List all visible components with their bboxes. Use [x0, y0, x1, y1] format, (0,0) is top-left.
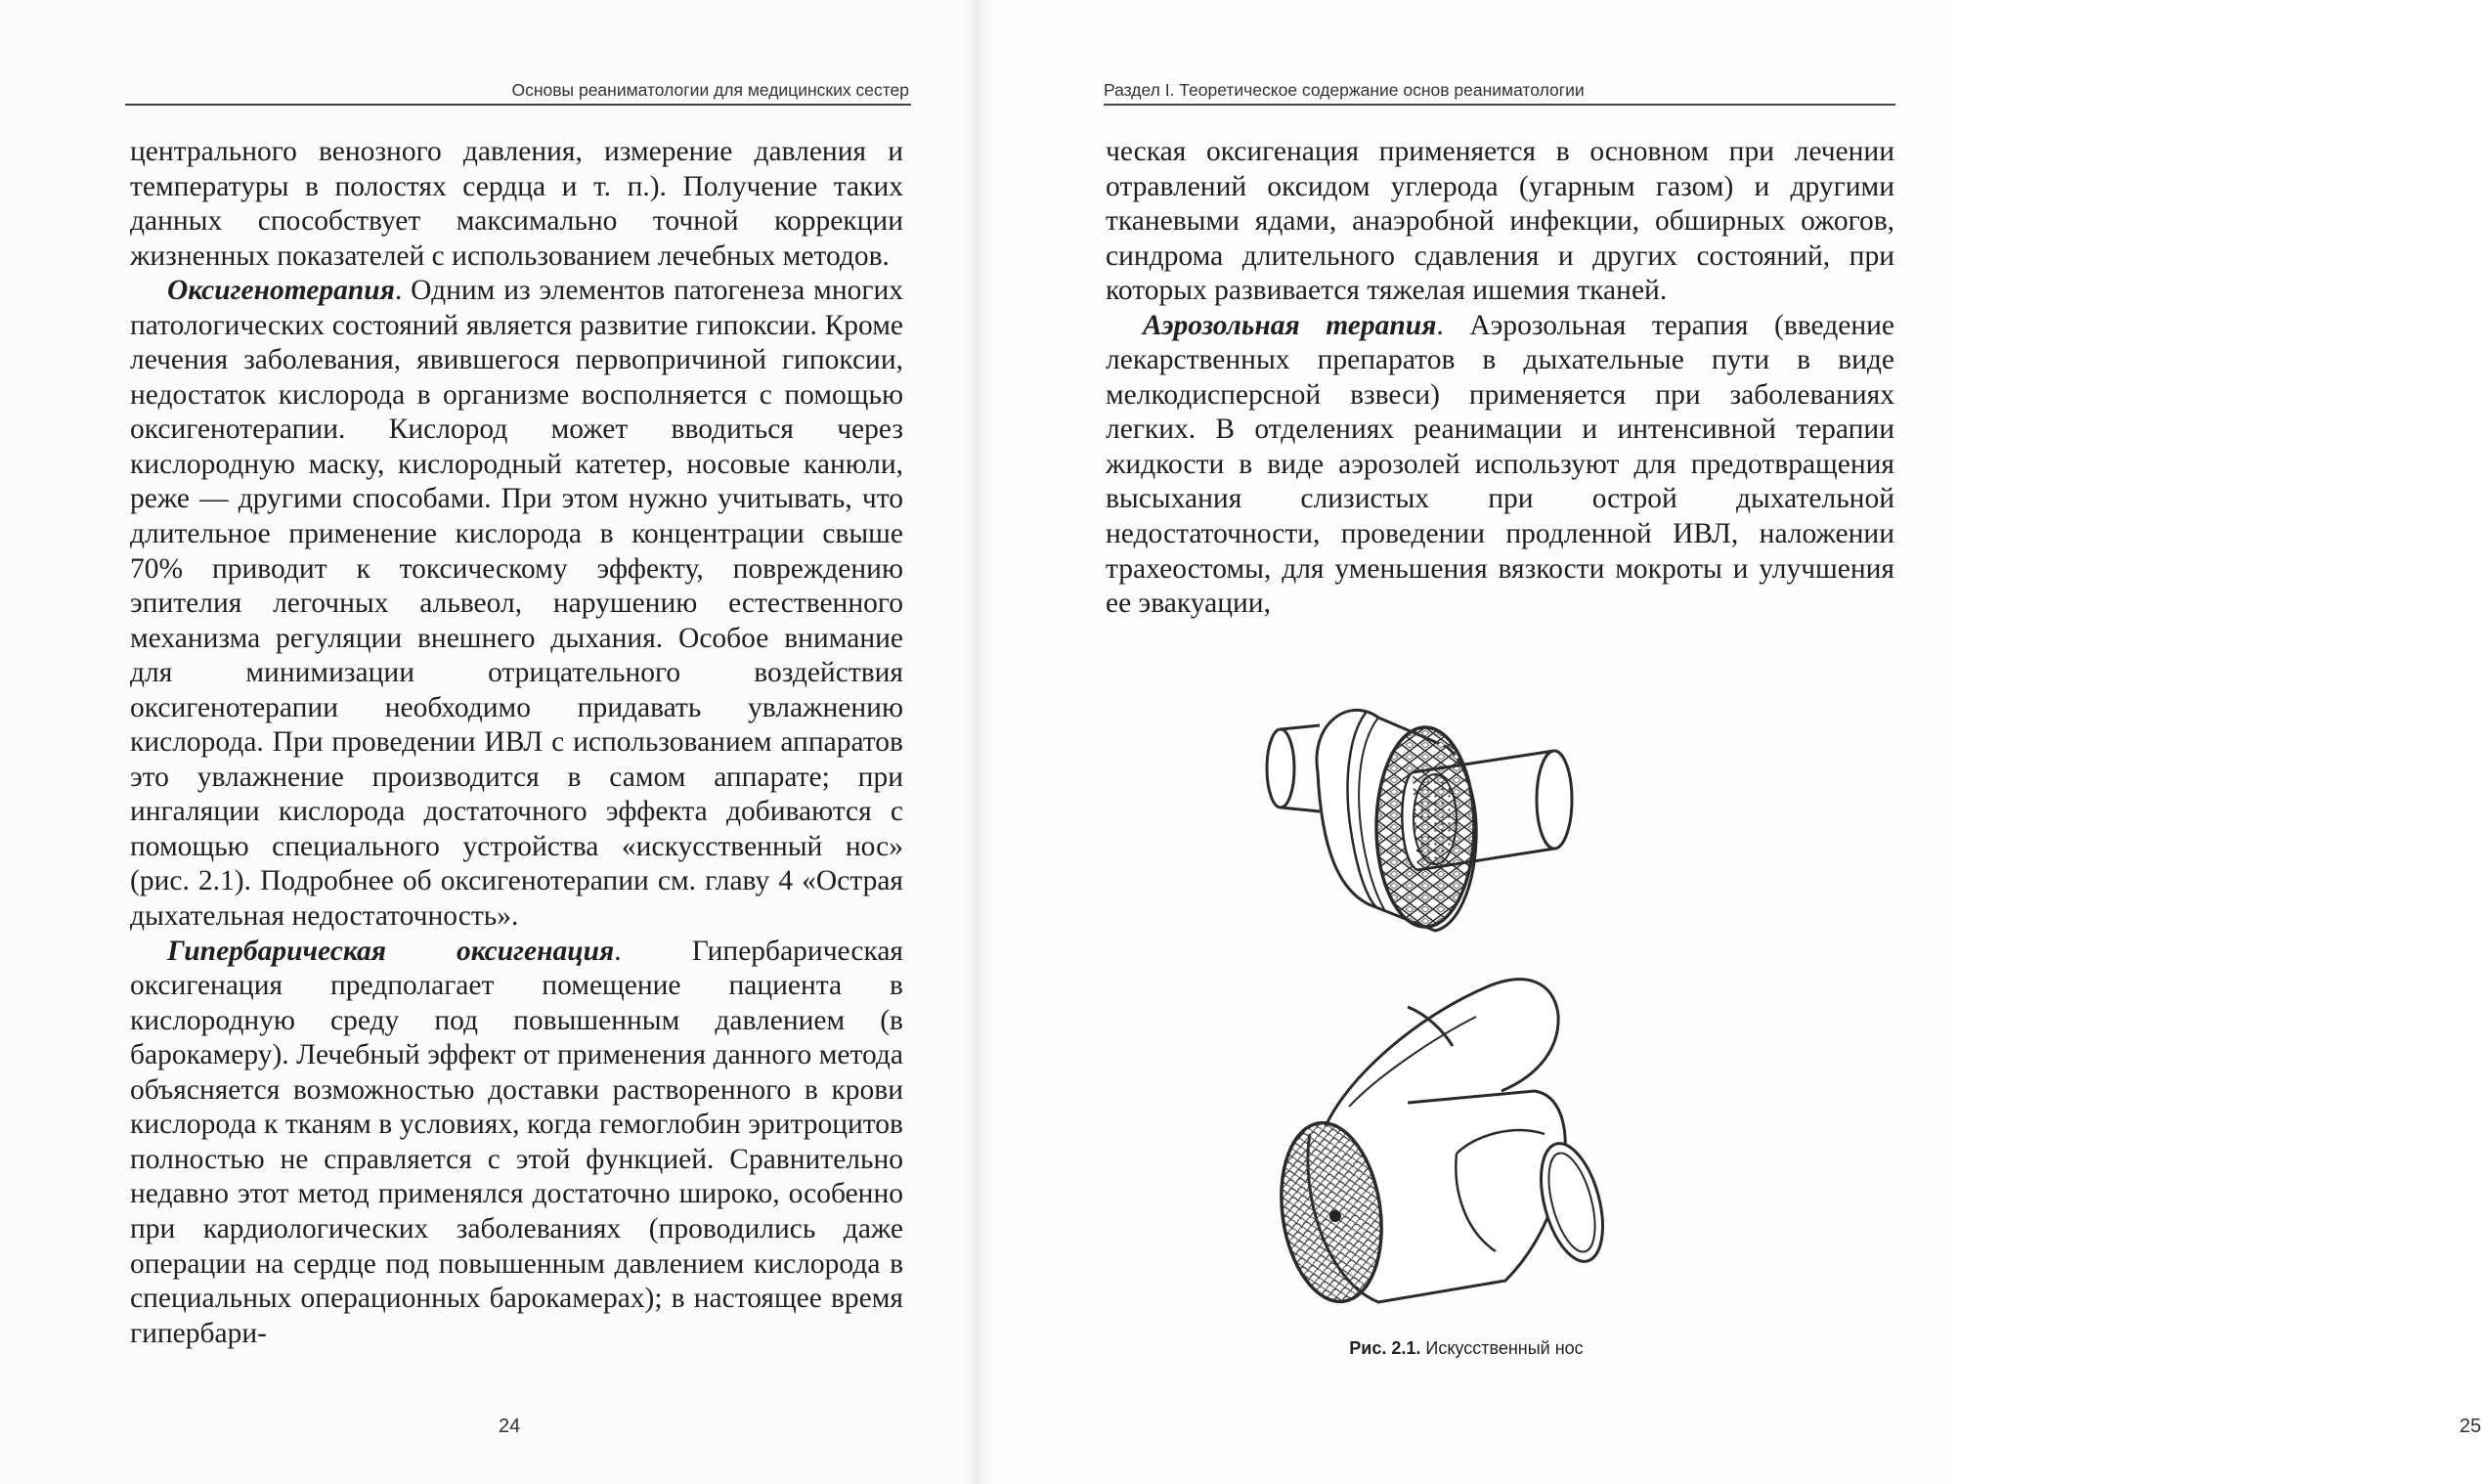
t-piece-drawing: [1271, 980, 1614, 1308]
page-number: 25: [2459, 1416, 2481, 1437]
paragraph: Аэрозольная терапия. Аэрозольная терапия (введение лекарственных препаратов в дыхательные пути в виде мелкодисперсной взвеси) применяется при заболеваниях легких. В отделениях реанимации и интенсивной терапии жидкости в виде аэрозолей используют для предотвращения высыхания слизистых при острой дыхательной недостаточности, проведении продленной ИВЛ, наложении трахеостомы, для уменьшения вязкости мокроты и улучшения ее эвакуации,: [1106, 309, 1895, 620]
section-term: Оксигенотерапия: [167, 275, 395, 307]
paragraph: Гипербарическая оксигенация. Гипербарическая оксигенация предполагает помещение пациента в кислородную среду под повышенным давлением (в барокамеру). Лечебный эффект от применения данного метода объясняется возможностью доставки растворенного в крови кислорода к тканям в условиях, когда гемоглобин эритроцитов полностью не справляется с этой функцией. Сравнительно недавно этот метод применялся достаточно широко, особенно при кардиологических заболеваниях (проводились даже операции на сердце под повышенным давлением кислорода в специальных операционных барокамерах); в настоящее время гипербари-: [130, 935, 904, 1349]
hme-filter-drawing: [1267, 710, 1572, 931]
figure-artificial-nose: [1261, 704, 1593, 1330]
section-term: Аэрозольная терапия: [1143, 309, 1437, 341]
paragraph: Оксигенотерапия. Одним из элементов патогенеза многих патологических состояний является развитие гипоксии. Кроме лечения заболевания, явившегося первопричиной гипоксии, недостаток кислорода в организме восполняется с помощью оксигенотерапии. Кислород может вводиться через кислородную маску, кислородный катетер, носовые канюли, реже — другими способами. При этом нужно учитывать, что длительное применение кислорода в концентрации свыше 70% приводит к токсическому эффекту, повреждению эпителия легочных альвеол, нарушению естественного механизма регуляции внешнего дыхания. Особое внимание для минимизации отрицательного воздействия оксигенотерапии необходимо придавать увлажнению кислорода. При проведении ИВЛ с использованием аппаратов это увлажнение производится в самом аппарате; при ингаляции кислорода достаточного эффекта добиваются с помощью специального устройства «искусственный нос» (рис. 2.1). Подробнее об оксигенотерапии см. главу 4 «Острая дыхательная недостаточность».: [130, 275, 903, 933]
page-number: 24: [499, 1416, 521, 1437]
left-header-rule: [125, 104, 911, 106]
right-header-rule: [1104, 104, 1895, 106]
figure-caption-label: Рис. 2.1.: [1349, 1338, 1421, 1358]
figure-caption: [978, 1338, 1955, 1359]
section-term: Гипербарическая оксигенация: [167, 935, 615, 967]
right-body-text: [1106, 135, 1894, 622]
artificial-nose-illustration: [1261, 704, 1593, 1330]
book-gutter: [963, 0, 992, 1484]
figure-caption-text: Искусственный нос: [1425, 1338, 1584, 1358]
left-page: [0, 0, 978, 1484]
left-body-text: [130, 135, 903, 1351]
paragraph: ческая оксигенация применяется в основном при лечении отравлений оксидом углерода (угарным газом) и другими тканевыми ядами, анаэробной инфекции, обширных ожогов, синдрома длительного сдавления и других состояний, при которых развивается тяжелая ишемия тканей.: [1106, 136, 1894, 307]
paragraph: центрального венозного давления, измерение давления и температуры в полостях сердца и т. п.). Получение таких данных способствует максимально точной коррекции жизненных показателей с использованием лечебных методов.: [130, 136, 903, 272]
left-running-head: Основы реаниматологии для медицинских сестер: [511, 80, 909, 100]
right-running-head: Раздел I. Теоретическое содержание основ реаниматологии: [1104, 80, 1585, 100]
